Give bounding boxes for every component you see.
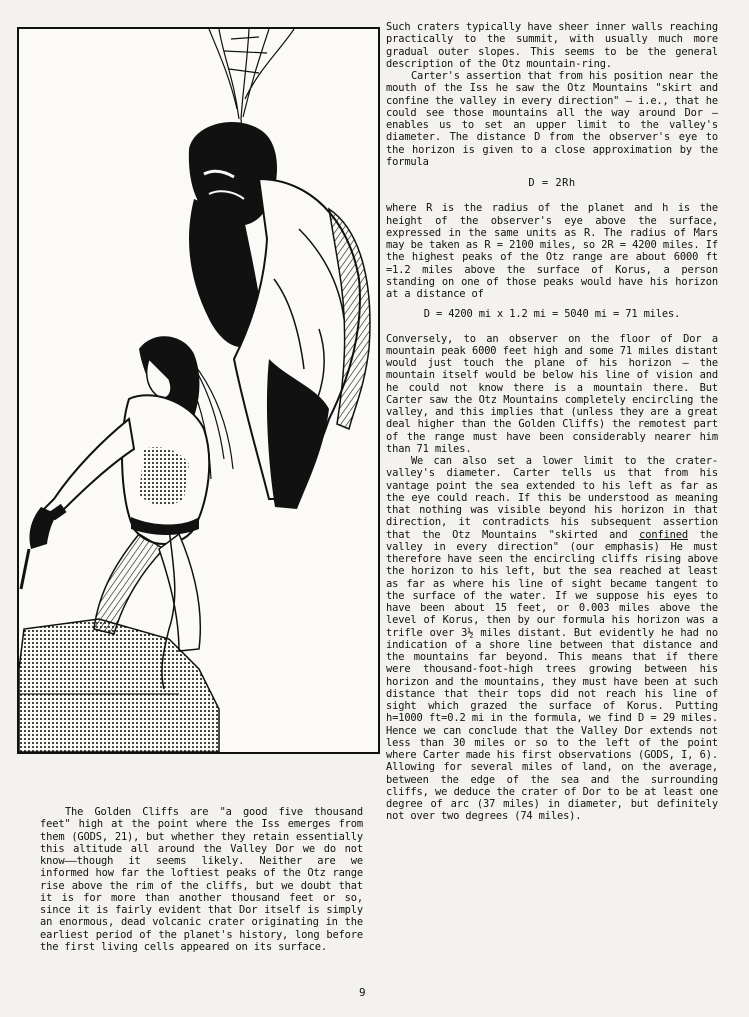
paragraph-5-part-a: We can also set a lower limit to the crater-valley's diameter. Carter tells us that from his vantage point the sea extended to his left as far as the eye could reach. If this be understood as meaning that nothing was visible beyond his horizon in that direction, it contradicts his subsequent assertion that the Otz Mountains "skirted and [386,455,718,541]
standing-figure [189,122,370,509]
web-lines [209,29,294,139]
emphasis-confined: confined [639,528,688,541]
formula-distance: D = 4200 mi x 1.2 mi = 5040 mi = 71 miles. [423,308,681,321]
right-paragraph-1: Such craters typically have sheer inner walls reaching practically to the summit, with usually much more gradual outer slopes. This seems to be the general description of the Otz mountain-ring. [386,21,718,70]
right-column [386,21,718,823]
formula-horizon: D = 2Rh [528,177,576,189]
page-number: 9 [359,986,366,999]
paragraph-5-part-b: the valley in every direction" (our emphasis) He must therefore have seen the encircling cliffs rising above the horizon to his left, but the sea reached at least as far as where his line of sight became tangent to the surface of the water. If we suppose his eyes to have been about 15 feet, or 0.003 miles above the level of Korus, then by our formula his horizon was a trifle over 3½ miles distant. But evidently he had no indication of a shore line between that distance and the mountains far beyond. This means that if there were thousand-foot-high trees growing between his horizon and the mountains, they must have been at such distance that their tops did not reach his line of sight which grazed the surface of Korus. Putting h=1000 ft=0.2 mi in the formula, we find D = 29 miles. Hence we can conclude that the Valley Dor extends not less than 30 miles or so to the left of the point where Carter made his first observations (GODS, I, 6). Allowing for several miles of land, on the average, between the edge of the sea and the surrounding cliffs, we deduce the crater of Dor to be at least one degree of arc (37 miles) in diameter, but definitely not over two degrees (74 miles). [386,528,718,823]
right-paragraph-5 [386,455,718,823]
left-column [40,806,363,953]
right-paragraph-2: Carter's assertion that from his position near the mouth of the Iss he saw the Otz Mountains "skirt and confine the valley in every direction" — i.e., that he could see those mountains all the way around Dor — enables us to set an upper limit to the valley's diameter. The distance D from the observer's eye to the horizon is given to a close approximation by the formula [386,70,718,168]
illustration-drawing [19,29,378,752]
left-paragraph: The Golden Cliffs are "a good five thousand feet" high at the point where the Iss emerges from them (GODS, 21), but whether they retain essentially this altitude all around the Valley Dor we do not know——though it seems likely. Neither are we informed how far the loftiest peaks of the Otz range rise above the rim of the cliffs, but we doubt that it is for more than another thousand feet or so, since it is fairly evident that Dor itself is simply an enormous, dead volcanic crater originating in the earliest period of the planet's history, long before the first living cells appeared on its surface. [40,806,363,953]
right-paragraph-4: Conversely, to an observer on the floor of Dor a mountain peak 6000 feet high and some 71 miles distant would just touch the plane of his horizon — the mountain itself would be below his line of vision and he could not know there is a mountain there. But Carter saw the Otz Mountains completely encircling the valley, and this implies that (unless they are a great deal higher than the Golden Cliffs) the remotest part of the range must have been considerably nearer him than 71 miles. [386,332,718,455]
right-paragraph-3: where R is the radius of the planet and h is the height of the observer's eye above the surface, expressed in the same units as R. The radius of Mars may be taken as R = 2100 miles, so 2R = 4200 miles. If the highest peaks of the Otz range are about 6000 ft =1.2 miles above the surface of Korus, a person standing on one of those peaks would have his horizon at a distance of [386,202,718,300]
illustration [17,27,380,754]
